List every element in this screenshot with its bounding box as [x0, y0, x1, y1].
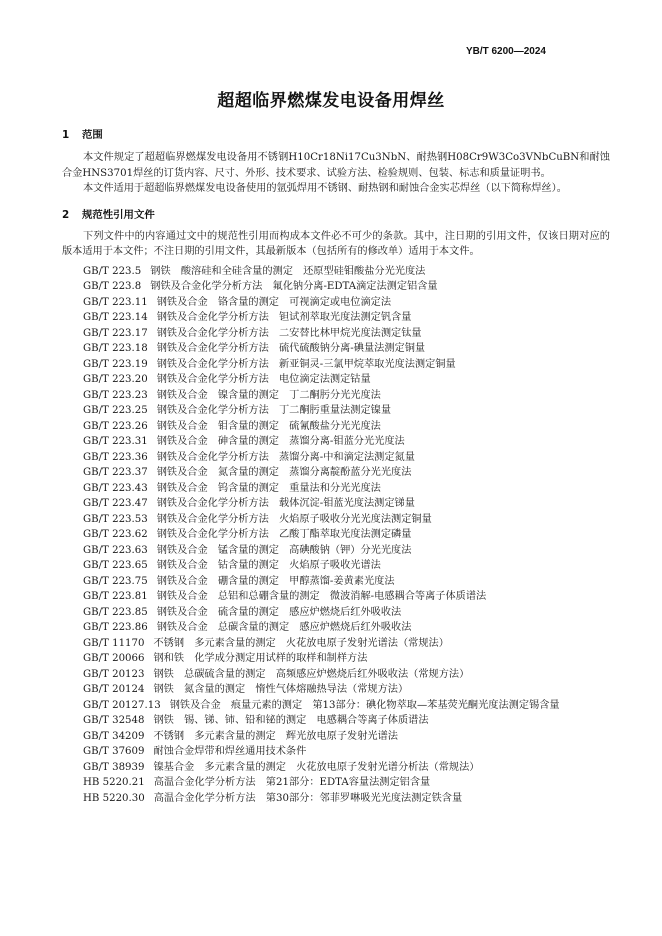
reference-item	[62, 357, 610, 373]
reference-code: GB/T 223.36	[83, 451, 148, 463]
reference-title: 钢铁及合金化学分析方法 乙酸丁酯萃取光度法测定磷量	[156, 529, 412, 540]
reference-code: GB/T 223.65	[83, 560, 148, 571]
reference-title: 钢铁及合金 硫含量的测定 感应炉燃烧后红外吸收法	[156, 606, 402, 618]
reference-title: 钢铁及合金 总铝和总硼含量的测定 微波消解-电感耦合等离子体质谱法	[156, 591, 487, 602]
reference-item	[62, 326, 610, 342]
reference-item	[62, 698, 610, 714]
reference-item	[62, 620, 610, 636]
reference-code: HB 5220.21	[83, 777, 145, 788]
reference-title: 钢铁及合金化学分析方法 氟化钠分离-EDTA滴定法测定铝含量	[150, 281, 438, 292]
reference-code: GB/T 223.14	[83, 312, 148, 323]
reference-item	[62, 775, 610, 791]
reference-code: GB/T 223.18	[83, 343, 148, 354]
reference-item	[62, 744, 610, 760]
reference-code: GB/T 223.86	[83, 622, 148, 633]
references-intro-paragraph: 下列文件中的内容通过文中的规范性引用而构成本文件必不可少的条款。其中，注日期的引用文件，仅该日期对应的版本适用于本文件；不注日期的引用文件，其最新版本（包括所有的修改单）适用于本文件。	[62, 230, 610, 257]
reference-code: GB/T 223.43	[83, 482, 148, 494]
reference-code: GB/T 37609	[83, 746, 145, 757]
reference-title: 镍基合金 多元素含量的测定 火花放电原子发射光谱分析法（常规法）	[153, 761, 480, 773]
reference-title: 钢铁 总碳硫含量的测定 高频感应炉燃烧后红外吸收法（常规方法）	[153, 668, 470, 680]
reference-item	[62, 605, 610, 621]
reference-title: 钢铁及合金 钨含量的测定 重量法和分光光度法	[156, 482, 381, 494]
reference-item	[62, 682, 610, 698]
reference-code: GB/T 223.19	[83, 358, 148, 370]
reference-title: 钢铁及合金 总碳含量的测定 感应炉燃烧后红外吸收法	[156, 622, 412, 633]
reference-item	[62, 295, 610, 311]
section-title: 范围	[82, 129, 103, 141]
reference-title: 钢铁及合金化学分析方法 二安替比林甲烷光度法测定钛量	[156, 327, 422, 339]
reference-item	[62, 496, 610, 512]
reference-item	[62, 760, 610, 776]
reference-title: 钢铁及合金化学分析方法 新亚铜灵-三氯甲烷萃取光度法测定铜量	[156, 358, 456, 370]
reference-item	[62, 388, 610, 404]
reference-item	[62, 527, 610, 543]
reference-title: 不锈钢 多元素含量的测定 辉光放电原子发射光谱法	[153, 730, 398, 742]
reference-code: GB/T 223.53	[83, 513, 148, 525]
reference-title: 钢铁及合金化学分析方法 丁二酮肟重量法测定镍量	[156, 405, 392, 416]
section-heading-normative-references	[62, 207, 610, 223]
reference-code: GB/T 223.23	[83, 389, 148, 401]
reference-title: 钢和铁 化学成分测定用试样的取样和制样方法	[153, 653, 368, 664]
reference-title: 高温合金化学分析方法 第21部分：EDTA容量法测定铝含量	[153, 777, 431, 788]
reference-title: 钢铁 锡、锑、铈、铅和铋的测定 电感耦合等离子体质谱法	[153, 715, 429, 726]
reference-item	[62, 543, 610, 559]
reference-item	[62, 651, 610, 667]
reference-title: 耐蚀合金焊带和焊丝通用技术条件	[153, 746, 307, 757]
reference-title: 钢铁 氮含量的测定 惰性气体熔融热导法（常规方法）	[153, 684, 409, 695]
reference-title: 钢铁及合金 痕量元素的测定 第13部分：碘化物萃取—苯基荧光酮光度法测定锡含量	[169, 699, 560, 711]
reference-title: 钢铁及合金 氮含量的测定 蒸馏分离靛酚蓝分光光度法	[156, 467, 412, 478]
reference-item	[62, 372, 610, 388]
reference-item	[62, 574, 610, 590]
reference-code: GB/T 223.31	[83, 436, 148, 447]
section-number: 2	[62, 208, 70, 221]
reference-code: GB/T 11170	[83, 637, 145, 649]
reference-title: 钢铁及合金化学分析方法 钽试剂萃取光度法测定钒含量	[156, 312, 412, 323]
document-title: 超超临界燃煤发电设备用焊丝	[217, 91, 445, 111]
reference-item	[62, 589, 610, 605]
reference-title: 钢铁 酸溶硅和全硅含量的测定 还原型硅钼酸盐分光光度法	[150, 265, 426, 277]
reference-item	[62, 419, 610, 435]
reference-title: 钢铁及合金 锰含量的测定 高碘酸钠（钾）分光光度法	[156, 544, 412, 556]
reference-code: GB/T 223.75	[83, 575, 148, 587]
reference-code: GB/T 223.5	[83, 265, 142, 277]
reference-title: 钢铁及合金化学分析方法 电位滴定法测定钴量	[156, 374, 371, 385]
reference-item	[62, 636, 610, 652]
section-title: 规范性引用文件	[82, 208, 155, 221]
reference-item	[62, 264, 610, 280]
reference-item	[62, 512, 610, 528]
reference-title: 钢铁及合金 砷含量的测定 蒸馏分离-钼蓝分光光度法	[156, 436, 405, 447]
reference-item	[62, 403, 610, 419]
reference-item	[62, 450, 610, 466]
reference-code: GB/T 20124	[83, 684, 145, 695]
reference-title: 钢铁及合金 钼含量的测定 硫氰酸盐分光光度法	[156, 420, 381, 432]
reference-code: GB/T 223.37	[83, 467, 148, 478]
reference-code: GB/T 20123	[83, 668, 145, 680]
reference-title: 钢铁及合金化学分析方法 火焰原子吸收分光光度法测定铜量	[156, 513, 432, 525]
reference-code: GB/T 32548	[83, 715, 145, 726]
reference-title: 钢铁及合金 硼含量的测定 甲醇蒸馏-姜黄素光度法	[156, 575, 395, 587]
reference-title: 钢铁及合金 铬含量的测定 可视滴定或电位滴定法	[156, 296, 392, 308]
reference-item	[62, 341, 610, 357]
reference-code: GB/T 223.81	[83, 591, 148, 602]
reference-item	[62, 558, 610, 574]
reference-code: GB/T 34209	[83, 730, 145, 742]
reference-title: 钢铁及合金 镍含量的测定 丁二酮肟分光光度法	[156, 389, 381, 401]
scope-paragraph-2: 本文件适用于超超临界燃煤发电设备使用的氩弧焊用不锈钢、耐热钢和耐蚀合金实芯焊丝（以下简称焊丝）。	[83, 183, 567, 194]
reference-title: 钢铁及合金化学分析方法 蒸馏分离-中和滴定法测定氮量	[156, 451, 415, 463]
reference-title: 钢铁及合金化学分析方法 载体沉淀-钼蓝光度法测定锑量	[156, 498, 415, 509]
reference-item	[62, 729, 610, 745]
reference-code: GB/T 223.25	[83, 405, 148, 416]
scope-paragraph-1: 本文件规定了超超临界燃煤发电设备用不锈钢H10Cr18Ni17Cu3NbN、耐热钢H08Cr9W3Co3VNbCuBN和耐蚀合金HNS3701焊丝的订货内容、尺寸、外形、技术要求、试验方法、检验规则、包装、标志和质量证明书。	[62, 152, 610, 179]
reference-title: 高温合金化学分析方法 第30部分：邻菲罗啉吸光光度法测定铁含量	[153, 792, 463, 804]
section-heading-scope	[62, 127, 610, 143]
reference-code: GB/T 223.8	[83, 281, 142, 292]
reference-code: GB/T 223.63	[83, 544, 148, 556]
reference-code: GB/T 38939	[83, 761, 145, 773]
reference-title: 钢铁及合金化学分析方法 硫代硫酸钠分离-碘量法测定铜量	[156, 343, 426, 354]
reference-title: 钢铁及合金 钴含量的测定 火焰原子吸收光谱法	[156, 560, 381, 571]
reference-list	[62, 264, 610, 807]
reference-item	[62, 310, 610, 326]
reference-code: GB/T 223.20	[83, 374, 148, 385]
reference-item	[62, 465, 610, 481]
reference-code: GB/T 223.62	[83, 529, 148, 540]
reference-item	[62, 713, 610, 729]
reference-code: GB/T 20066	[83, 653, 145, 664]
reference-item	[62, 481, 610, 497]
reference-code: GB/T 223.85	[83, 606, 148, 618]
section-number: 1	[62, 129, 70, 141]
reference-code: GB/T 223.11	[83, 296, 148, 308]
reference-item	[62, 279, 610, 295]
standard-number: YB/T 6200—2024	[465, 46, 546, 57]
reference-code: GB/T 223.26	[83, 420, 148, 432]
document-body	[62, 127, 610, 806]
reference-item	[62, 667, 610, 683]
reference-code: GB/T 223.17	[83, 327, 148, 339]
reference-code: HB 5220.30	[83, 792, 145, 804]
reference-title: 不锈钢 多元素含量的测定 火花放电原子发射光谱法（常规法）	[153, 637, 449, 649]
reference-item	[62, 791, 610, 807]
reference-item	[62, 434, 610, 450]
reference-code: GB/T 223.47	[83, 498, 148, 509]
reference-code: GB/T 20127.13	[83, 699, 161, 711]
